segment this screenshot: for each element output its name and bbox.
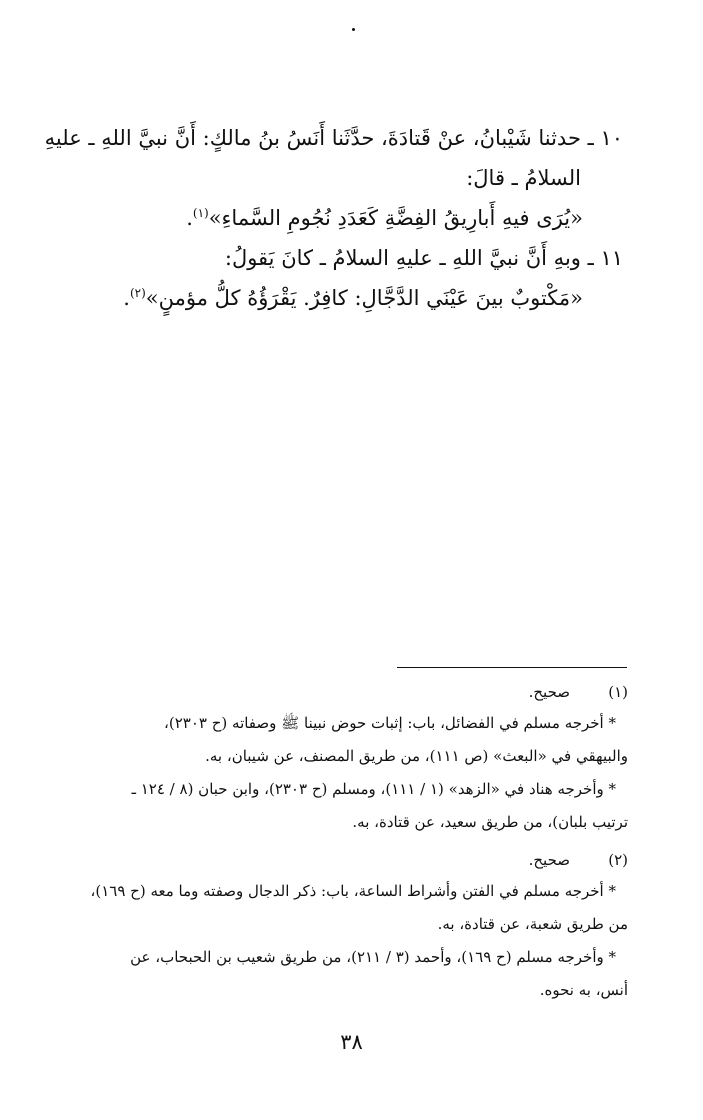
- hadith-11-quote: «مَكْتوبٌ بينَ عَيْنَي الدَّجَّالِ: كافِرٌ. يَقْرَؤُهُ كلُّ مؤمنٍ»$^{(٢)}$.: [123, 286, 583, 310]
- main-text: [44, 118, 623, 318]
- footnote-1-line-4: ترتيب بلبان)، من طريق سعيد، عن قتادة، به.: [352, 813, 628, 831]
- footnote-ref-2[interactable]: (٢): [129, 286, 146, 300]
- hadith-11-quote-text: «مَكْتوبٌ بينَ عَيْنَي الدَّجَّالِ: كافِرٌ. يَقْرَؤُهُ كلُّ مؤمنٍ»: [145, 286, 583, 310]
- footnote-separator: [397, 667, 627, 668]
- footnote-2-line-1: * أخرجه مسلم في الفتن وأشراط الساعة، باب: ذكر الدجال وصفته وما معه (ح ١٦٩)،: [90, 882, 616, 900]
- footnote-2-number: (٢): [608, 851, 628, 869]
- footnote-1-line-3: * وأخرجه هناد في «الزهد» (١ / ١١١)، ومسلم (ح ٢٣٠٣)، وابن حبان (٨ / ١٢٤ ـ: [131, 780, 616, 798]
- hadith-10-line-2: السلامُ ـ قالَ:: [466, 166, 581, 190]
- footnote-2-line-4: أنس، به نحوه.: [539, 981, 628, 999]
- footnote-ref-1[interactable]: (١): [192, 206, 209, 220]
- footnote-1-line-2: والبيهقي في «البعث» (ص ١١١)، من طريق المصنف، عن شيبان، به.: [205, 747, 628, 765]
- footnote-2-line-2: من طريق شعبة، عن قتادة، به.: [437, 915, 628, 933]
- footnotes: [60, 677, 628, 1007]
- footnote-1-number: (١): [608, 683, 628, 701]
- top-dot: [352, 28, 355, 31]
- footnote-2-line-3: * وأخرجه مسلم (ح ١٦٩)، وأحمد (٣ / ٢١١)، من طريق شعيب بن الحبحاب، عن: [130, 948, 616, 966]
- footnote-1-line-1: * أخرجه مسلم في الفضائل، باب: إثبات حوض نبينا ﷺ وصفاته (ح ٢٣٠٣)،: [164, 714, 616, 732]
- footnote-1-grade: صحيح.: [528, 683, 570, 701]
- footnote-1-header: [60, 677, 628, 707]
- hadith-10-quote-text: «يُرَى فيهِ أَبارِيقُ الفِضَّةِ كَعَدَدِ نُجُومِ السَّماءِ»: [208, 206, 583, 230]
- footnote-2-grade: صحيح.: [528, 851, 570, 869]
- hadith-10-quote: «يُرَى فيهِ أَبارِيقُ الفِضَّةِ كَعَدَدِ نُجُومِ السَّماءِ»$^{(١)}$.: [186, 206, 583, 230]
- page-number: ٣٨: [340, 1030, 363, 1054]
- hadith-10-line-1: ١٠ ـ حدثنا شَيْبانُ، عنْ قَتادَةَ، حدَّثَنا أَنَسُ بنُ مالكٍ: أَنَّ نبيَّ اللهِ ـ عليهِ: [44, 126, 623, 150]
- footnote-2-header: [60, 845, 628, 875]
- hadith-11-line-1: ١١ ـ وبهِ أَنَّ نبيَّ اللهِ ـ عليهِ السلامُ ـ كانَ يَقولُ:: [224, 246, 623, 270]
